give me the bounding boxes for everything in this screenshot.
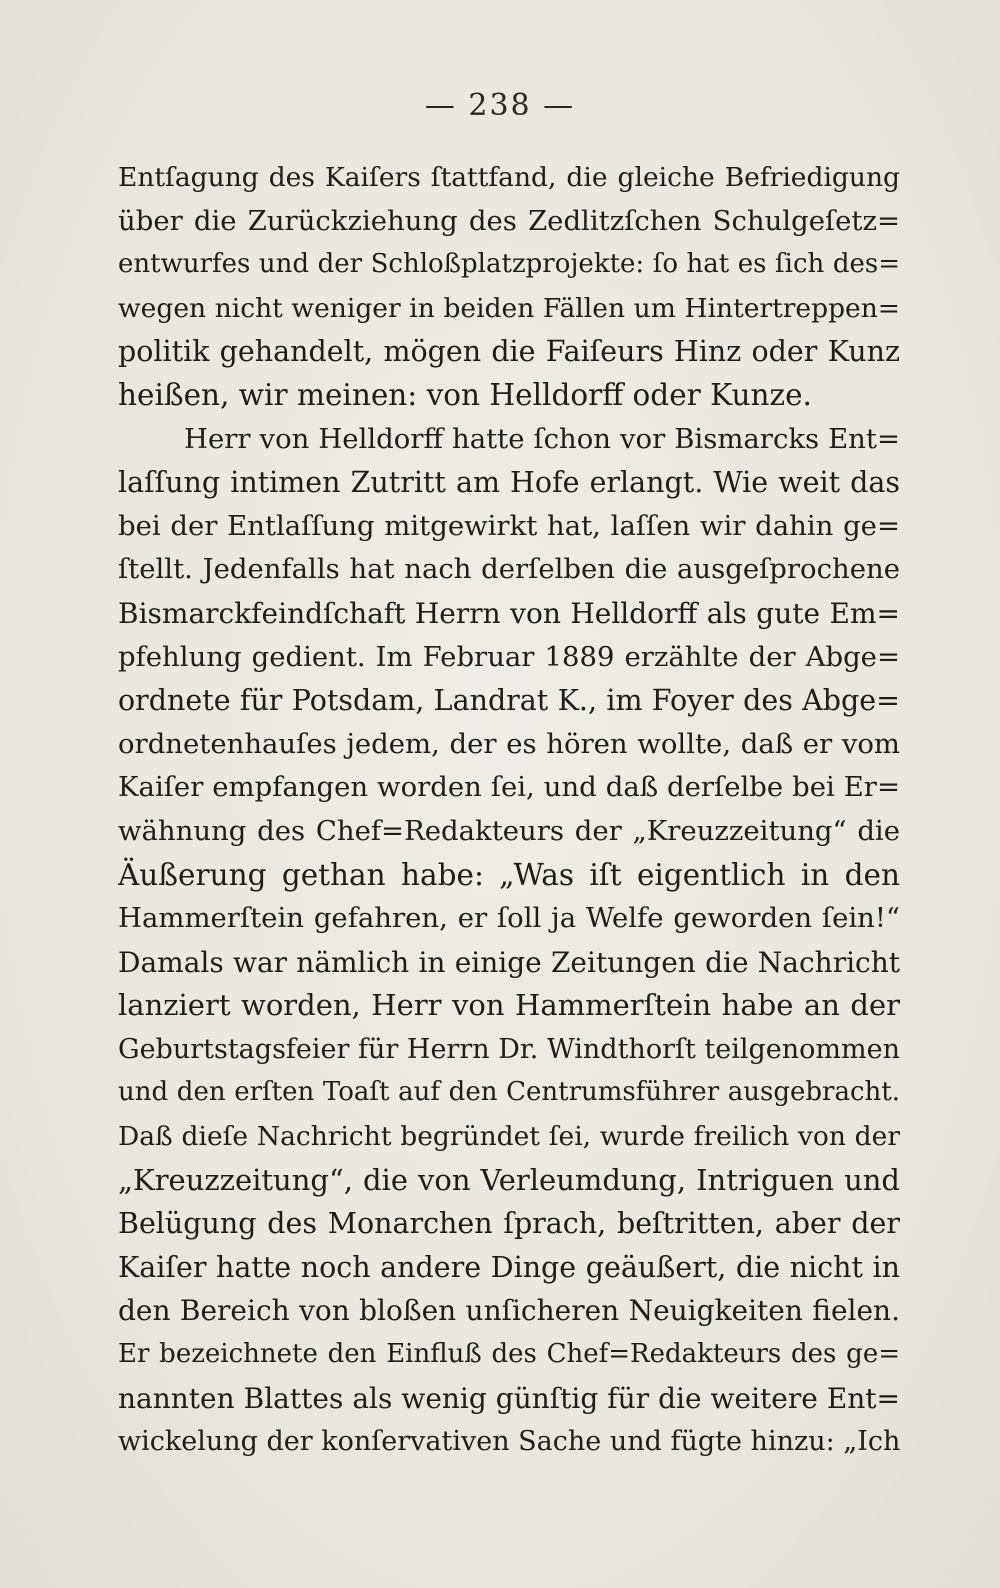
text-line: Damals war nämlich in einige Zeitungen die Nachricht xyxy=(118,945,900,979)
text-line: den Bereich von bloßen unſicheren Neuigkeiten fielen. xyxy=(118,1294,900,1328)
text-line: Kaiſer empfangen worden ſei, und daß derſelbe bei Er= xyxy=(118,771,900,804)
text-line: ordnetenhauſes jedem, der es hören wollte, daß er vom xyxy=(118,727,900,760)
text-line: heißen, wir meinen: von Helldorff oder Kunze. xyxy=(118,377,812,412)
page-number: — 238 — xyxy=(424,88,576,123)
text-line: Hammerſtein gefahren, er ſoll ja Welfe geworden ſein!“ xyxy=(118,902,900,935)
text-line: wegen nicht weniger in beiden Fällen um Hintertreppen= xyxy=(118,292,900,324)
text-line: wickelung der konſervativen Sache und fügte hinzu: „Ich xyxy=(118,1426,900,1458)
text-line: Geburtstagsfeier für Herrn Dr. Windthorſt teilgenommen xyxy=(118,1033,900,1065)
text-line: ſtellt. Jedenfalls hat nach derſelben die ausgeſprochene xyxy=(118,553,900,586)
text-line: pfehlung gedient. Im Februar 1889 erzählte der Abge= xyxy=(118,640,900,673)
body-text xyxy=(118,156,900,1464)
text-line: Daß dieſe Nachricht begründet ſei, wurde freilich von der xyxy=(118,1121,900,1153)
text-line: bei der Entlaſſung mitgewirkt hat, laſſen wir dahin ge= xyxy=(118,509,900,542)
text-line: „Kreuzzeitung“, die von Verleumdung, Intriguen und xyxy=(118,1162,900,1197)
text-line: über die Zurückziehung des Zedlitzſchen Schulgeſetz= xyxy=(118,204,900,237)
text-line: Er bezeichnete den Einfluß des Chef=Redakteurs des ge= xyxy=(118,1339,900,1370)
text-line: lanziert worden, Herr von Hammerſtein habe an der xyxy=(118,988,900,1023)
text-line: Kaiſer hatte noch andere Dinge geäußert, die nicht in xyxy=(118,1250,900,1284)
text-line: ordnete für Potsdam, Landrat K., im Foyer des Abge= xyxy=(118,684,900,718)
text-line: Belügung des Monarchen ſprach, beſtritten, aber der xyxy=(118,1207,900,1241)
text-line: Entſagung des Kaiſers ſtattfand, die gleiche Befriedigung xyxy=(118,162,900,193)
text-line: und den erſten Toaſt auf den Centrumsführer ausgebracht. xyxy=(118,1077,900,1108)
text-line: laſſung intimen Zutritt am Hofe erlangt. Wie weit das xyxy=(118,466,900,500)
text-line: politik gehandelt, mögen die Faiſeurs Hinz oder Kunz xyxy=(118,335,900,369)
text-line: nannten Blattes als wenig günſtig für die weitere Ent= xyxy=(118,1381,900,1415)
text-line: Äußerung gethan habe: „Was iſt eigentlich in den xyxy=(118,857,900,892)
text-line: entwurfes und der Schloßplatzprojekte: ſo hat es ſich des= xyxy=(118,249,900,280)
text-line: wähnung des Chef=Redakteurs der „Kreuzzeitung“ die xyxy=(118,814,900,847)
text-line: Bismarckfeindſchaft Herrn von Helldorff als gute Em= xyxy=(118,596,900,630)
text-line: Herr von Helldorff hatte ſchon vor Bismarcks Ent= xyxy=(184,422,900,455)
